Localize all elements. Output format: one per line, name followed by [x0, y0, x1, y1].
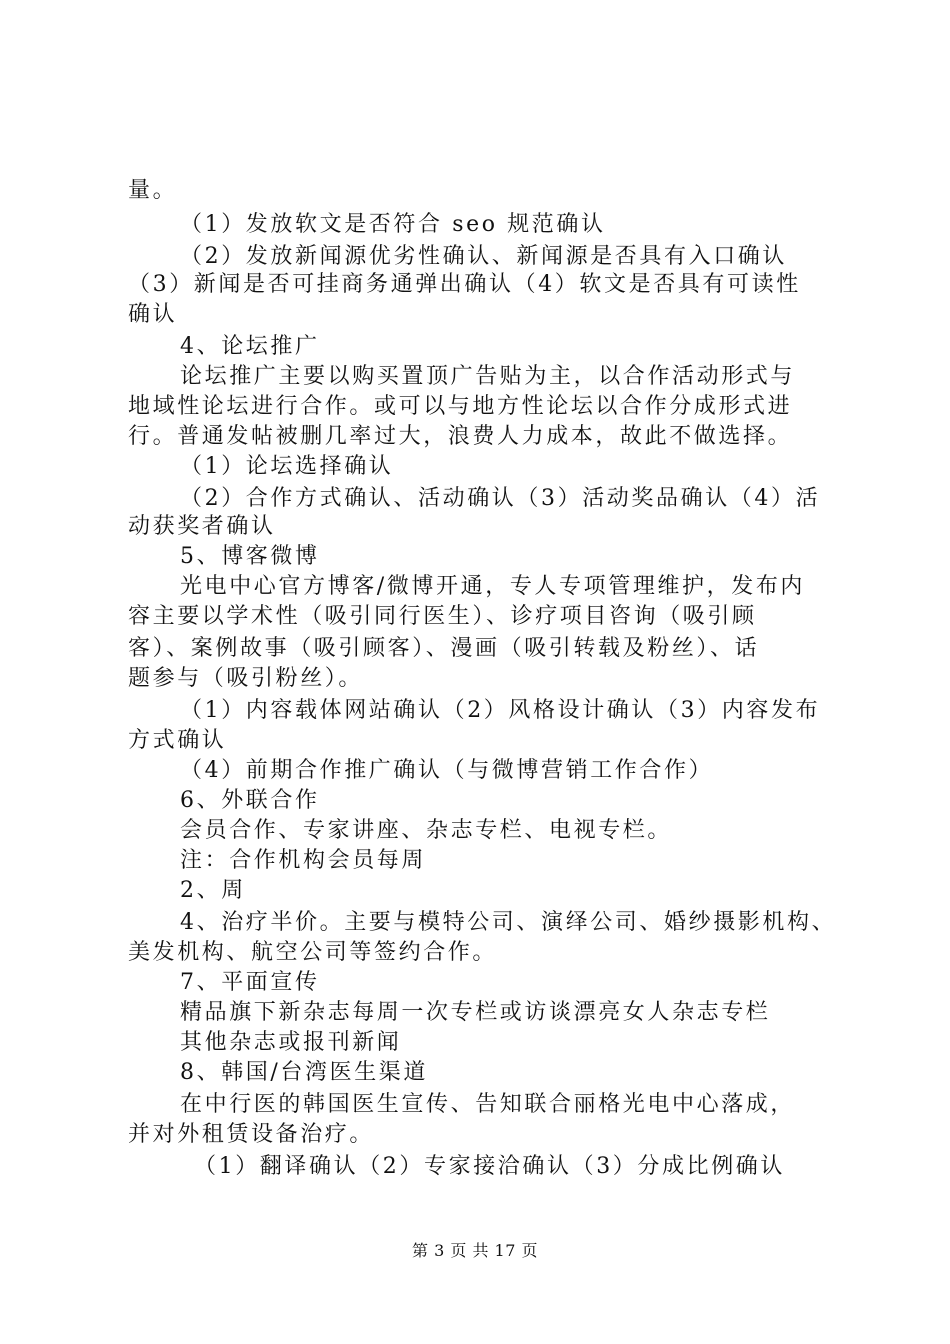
text-line: 动获奖者确认: [128, 514, 276, 539]
text-line: 论坛推广主要以购买置顶广告贴为主，以合作活动形式与: [180, 364, 796, 389]
text-line: （3）新闻是否可挂商务通弹出确认（4）软文是否具有可读性: [128, 272, 801, 297]
text-line: 2、周: [180, 878, 246, 903]
text-line: 确认: [128, 302, 178, 327]
text-line: 会员合作、专家讲座、杂志专栏、电视专栏。: [180, 818, 673, 843]
text-line: （2）合作方式确认、活动确认（3）活动奖品确认（4）活: [180, 486, 821, 511]
text-line: 在中行医的韩国医生宣传、告知联合丽格光电中心落成，: [180, 1092, 796, 1117]
text-line: 方式确认: [128, 728, 227, 753]
section-heading: 8、韩国/台湾医生渠道: [180, 1060, 429, 1085]
section-heading: 5、博客微博: [180, 544, 320, 569]
section-heading: 4、论坛推广: [180, 334, 320, 359]
text-line: （2）发放新闻源优劣性确认、新闻源是否具有入口确认: [180, 244, 787, 269]
text-line: 注：合作机构会员每周: [180, 848, 427, 873]
text-line: 地域性论坛进行合作。或可以与地方性论坛以合作分成形式进: [128, 394, 793, 419]
section-heading: 6、外联合作: [180, 788, 320, 813]
text-line: 题参与（吸引粉丝）。: [128, 666, 364, 691]
text-line: 光电中心官方博客/微博开通，专人专项管理维护，发布内: [180, 574, 806, 599]
text-line: 行。普通发帖被删几率过大，浪费人力成本，故此不做选择。: [128, 424, 793, 449]
text-line: （4）前期合作推广确认（与微博营销工作合作）: [180, 758, 714, 783]
page-number-footer: 第 3 页 共 17 页: [412, 1241, 538, 1260]
text-line: 美发机构、航空公司等签约合作。: [128, 940, 498, 965]
text-line: 客）、案例故事（吸引顾客）、漫画（吸引转载及粉丝）、话: [128, 636, 760, 661]
text-line: 并对外租赁设备治疗。: [128, 1122, 375, 1147]
text-line: （1）内容载体网站确认（2）风格设计确认（3）内容发布: [180, 698, 821, 723]
text-line: 精品旗下新杂志每周一次专栏或访谈漂亮女人杂志专栏: [180, 1000, 771, 1025]
text-line: 量。: [128, 178, 178, 203]
text-line: 其他杂志或报刊新闻: [180, 1030, 402, 1055]
text-line: 4、治疗半价。主要与模特公司、演绎公司、婚纱摄影机构、: [180, 910, 837, 935]
text-line: 容主要以学术性（吸引同行医生）、诊疗项目咨询（吸引顾: [128, 604, 757, 629]
text-line: （1）论坛选择确认: [180, 454, 394, 479]
section-heading: 7、平面宣传: [180, 970, 320, 995]
text-line: （1）发放软文是否符合 seo 规范确认: [180, 212, 606, 237]
text-line: （1）翻译确认（2）专家接洽确认（3）分成比例确认: [194, 1154, 785, 1179]
